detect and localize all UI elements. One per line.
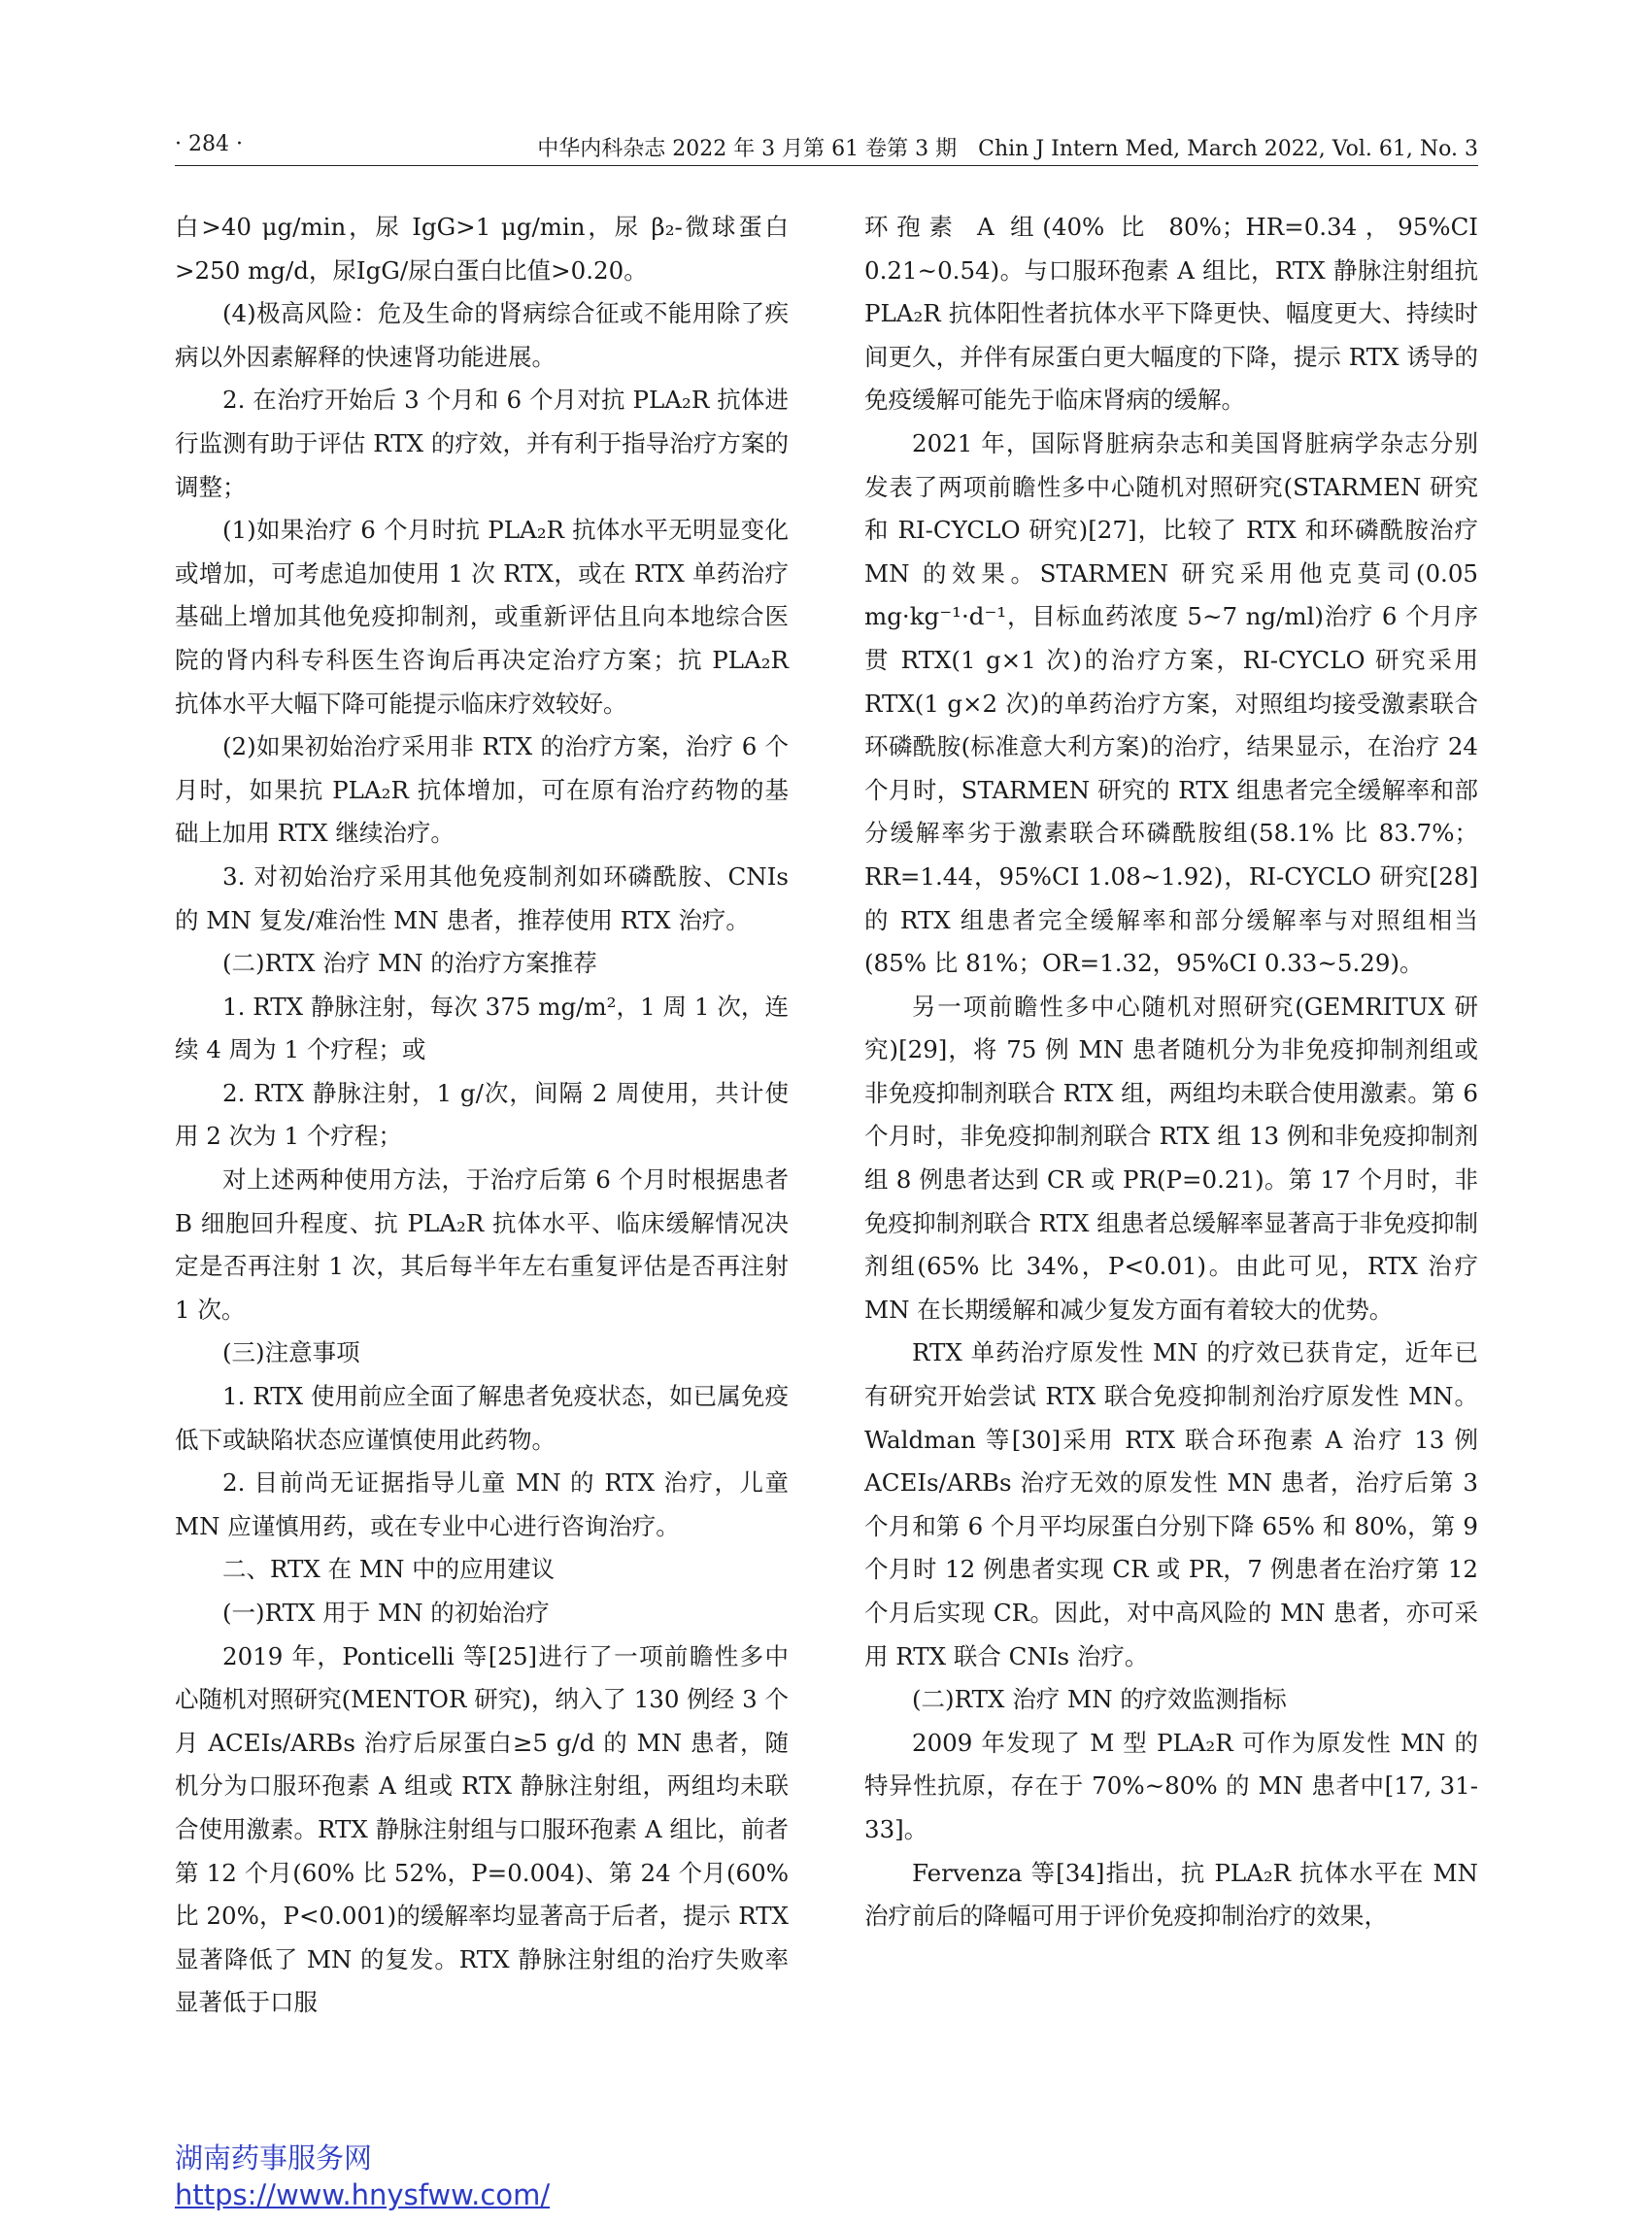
paragraph: (2)如果初始治疗采用非 RTX 的治疗方案，治疗 6 个月时，如果抗 PLA₂R 抗体增加，可在原有治疗药物的基础上加用 RTX 继续治疗。 xyxy=(175,732,789,848)
site-link[interactable]: https://www.hnysfww.com/ xyxy=(175,2178,551,2211)
paragraph: (1)如果治疗 6 个月时抗 PLA₂R 抗体水平无明显变化或增加，可考虑追加使用 1 次 RTX，或在 RTX 单药治疗基础上增加其他免疫抑制剂，或重新评估且向本地综合医院的肾内科专科医生咨询后再决定治疗方案；抗 PLA₂R 抗体水平大幅下降可能提示临床疗效较好。 xyxy=(175,516,789,718)
paragraph: 1. RTX 静脉注射，每次 375 mg/m²，1 周 1 次，连续 4 周为 1 个疗程；或 xyxy=(175,992,789,1064)
paragraph: 二、RTX 在 MN 中的应用建议 xyxy=(222,1555,556,1584)
paragraph: 2019 年，Ponticelli 等[25]进行了一项前瞻性多中心随机对照研究(MENTOR 研究)，纳入了 130 例经 3 个月 ACEIs/ARBs 治疗后尿蛋白≥5 g/d 的 MN 患者，随机分为口服环孢素 A 组或 RTX 静脉注射组，两组均未联合使用激素。RTX 静脉注射组与口服环孢素 A 组比，前者第 12 个月(60% 比 52%，P=0.004)、第 24 个月(60% 比 20%，P<0.001)的缓解率均显著高于后者，提示 RTX 显著降低了 MN 的复发。RTX 静脉注射组的治疗失败率显著低于口服 xyxy=(175,1641,789,2017)
paragraph: (二)RTX 治疗 MN 的疗效监测指标 xyxy=(912,1685,1287,1714)
paragraph: (4)极高风险：危及生命的肾病综合征或不能用除了疾病以外因素解释的快速肾功能进展。 xyxy=(175,299,789,371)
paragraph: 2. RTX 静脉注射，1 g/次，间隔 2 周使用，共计使用 2 次为 1 个疗程； xyxy=(175,1078,789,1151)
paragraph: 环孢素 A 组(40% 比 80%；HR=0.34，95%CI 0.21~0.54)。与口服环孢素 A 组比，RTX 静脉注射组抗 PLA₂R 抗体阳性者抗体水平下降更快、幅度更大、持续时间更久，并伴有尿蛋白更大幅度的下降，提示 RTX 诱导的免疫缓解可能先于临床肾病的缓解。 xyxy=(864,213,1478,415)
paragraph: 2. 在治疗开始后 3 个月和 6 个月对抗 PLA₂R 抗体进行监测有助于评估 RTX 的疗效，并有利于指导治疗方案的调整； xyxy=(175,386,789,501)
paragraph: 2. 目前尚无证据指导儿童 MN 的 RTX 治疗，儿童 MN 应谨慎用药，或在专业中心进行咨询治疗。 xyxy=(175,1468,789,1540)
paragraph: 对上述两种使用方法，于治疗后第 6 个月时根据患者 B 细胞回升程度、抗 PLA₂R 抗体水平、临床缓解情况决定是否再注射 1 次，其后每半年左右重复评估是否再注射 1 次。 xyxy=(175,1165,789,1324)
paragraph: (一)RTX 用于 MN 的初始治疗 xyxy=(222,1599,550,1627)
running-header xyxy=(175,132,1478,166)
paragraph: RTX 单药治疗原发性 MN 的疗效已获肯定，近年已有研究开始尝试 RTX 联合免疫抑制剂治疗原发性 MN。Waldman 等[30]采用 RTX 联合环孢素 A 治疗 13 例 ACEIs/ARBs 治疗无效的原发性 MN 患者，治疗后第 3 个月和第 6 个月平均尿蛋白分别下降 65% 和 80%，第 9 个月时 12 例患者实现 CR 或 PR，7 例患者在治疗第 12 个月后实现 CR。因此，对中高风险的 MN 患者，亦可采用 RTX 联合 CNIs 治疗。 xyxy=(864,1338,1478,1670)
right-column xyxy=(864,206,1478,1938)
paragraph: 另一项前瞻性多中心随机对照研究(GEMRITUX 研究)[29]，将 75 例 MN 患者随机分为非免疫抑制剂组或非免疫抑制剂联合 RTX 组，两组均未联合使用激素。第 6 个月时，非免疫抑制剂联合 RTX 组 13 例和非免疫抑制剂组 8 例患者达到 CR 或 PR(P=0.21)。第 17 个月时，非免疫抑制剂联合 RTX 组患者总缓解率显著高于非免疫抑制剂组(65% 比 34%，P<0.01)。由此可见，RTX 治疗 MN 在长期缓解和减少复发方面有着较大的优势。 xyxy=(864,992,1478,1324)
site-name: 湖南药事服务网 xyxy=(175,2141,373,2174)
paragraph: (三)注意事项 xyxy=(222,1338,360,1367)
paragraph: 白>40 μg/min，尿 IgG>1 μg/min，尿 β₂-微球蛋白>250 mg/d，尿IgG/尿白蛋白比值>0.20。 xyxy=(175,213,789,285)
paragraph: 3. 对初始治疗采用其他免疫制剂如环磷酰胺、CNIs 的 MN 复发/难治性 MN 患者，推荐使用 RTX 治疗。 xyxy=(175,861,789,934)
paragraph: 1. RTX 使用前应全面了解患者免疫状态，如已属免疫低下或缺陷状态应谨慎使用此药物。 xyxy=(175,1382,789,1454)
paragraph: 2021 年，国际肾脏病杂志和美国肾脏病学杂志分别发表了两项前瞻性多中心随机对照研究(STARMEN 研究和 RI-CYCLO 研究)[27]，比较了 RTX 和环磷酰胺治疗 MN 的效果。STARMEN 研究采用他克莫司(0.05 mg·kg⁻¹·d⁻¹，目标血药浓度 5~7 ng/ml)治疗 6 个月序贯 RTX(1 g×1 次)的治疗方案，RI-CYCLO 研究采用 RTX(1 g×2 次)的单药治疗方案，对照组均接受激素联合环磷酰胺(标准意大利方案)的治疗，结果显示，在治疗 24 个月时，STARMEN 研究的 RTX 组患者完全缓解率和部分缓解率劣于激素联合环磷酰胺组(58.1% 比 83.7%；RR=1.44，95%CI 1.08~1.92)，RI-CYCLO 研究[28]的 RTX 组患者完全缓解率和部分缓解率与对照组相当(85% 比 81%；OR=1.32，95%CI 0.33~5.29)。 xyxy=(864,428,1478,978)
paragraph: 2009 年发现了 M 型 PLA₂R 可作为原发性 MN 的特异性抗原，存在于 70%~80% 的 MN 患者中[17, 31-33]。 xyxy=(864,1728,1478,1843)
paragraph: Fervenza 等[34]指出，抗 PLA₂R 抗体水平在 MN 治疗前后的降幅可用于评价免疫抑制治疗的效果， xyxy=(864,1858,1478,1931)
paragraph: (二)RTX 治疗 MN 的治疗方案推荐 xyxy=(222,949,597,978)
left-column xyxy=(175,206,789,2025)
page-number: · 284 · xyxy=(175,132,243,156)
watermark-footer xyxy=(175,2140,550,2213)
journal-citation: 中华内科杂志 2022 年 3 月第 61 卷第 3 期 Chin J Intern Med, March 2022, Vol. 61, No. 3 xyxy=(537,137,1478,161)
